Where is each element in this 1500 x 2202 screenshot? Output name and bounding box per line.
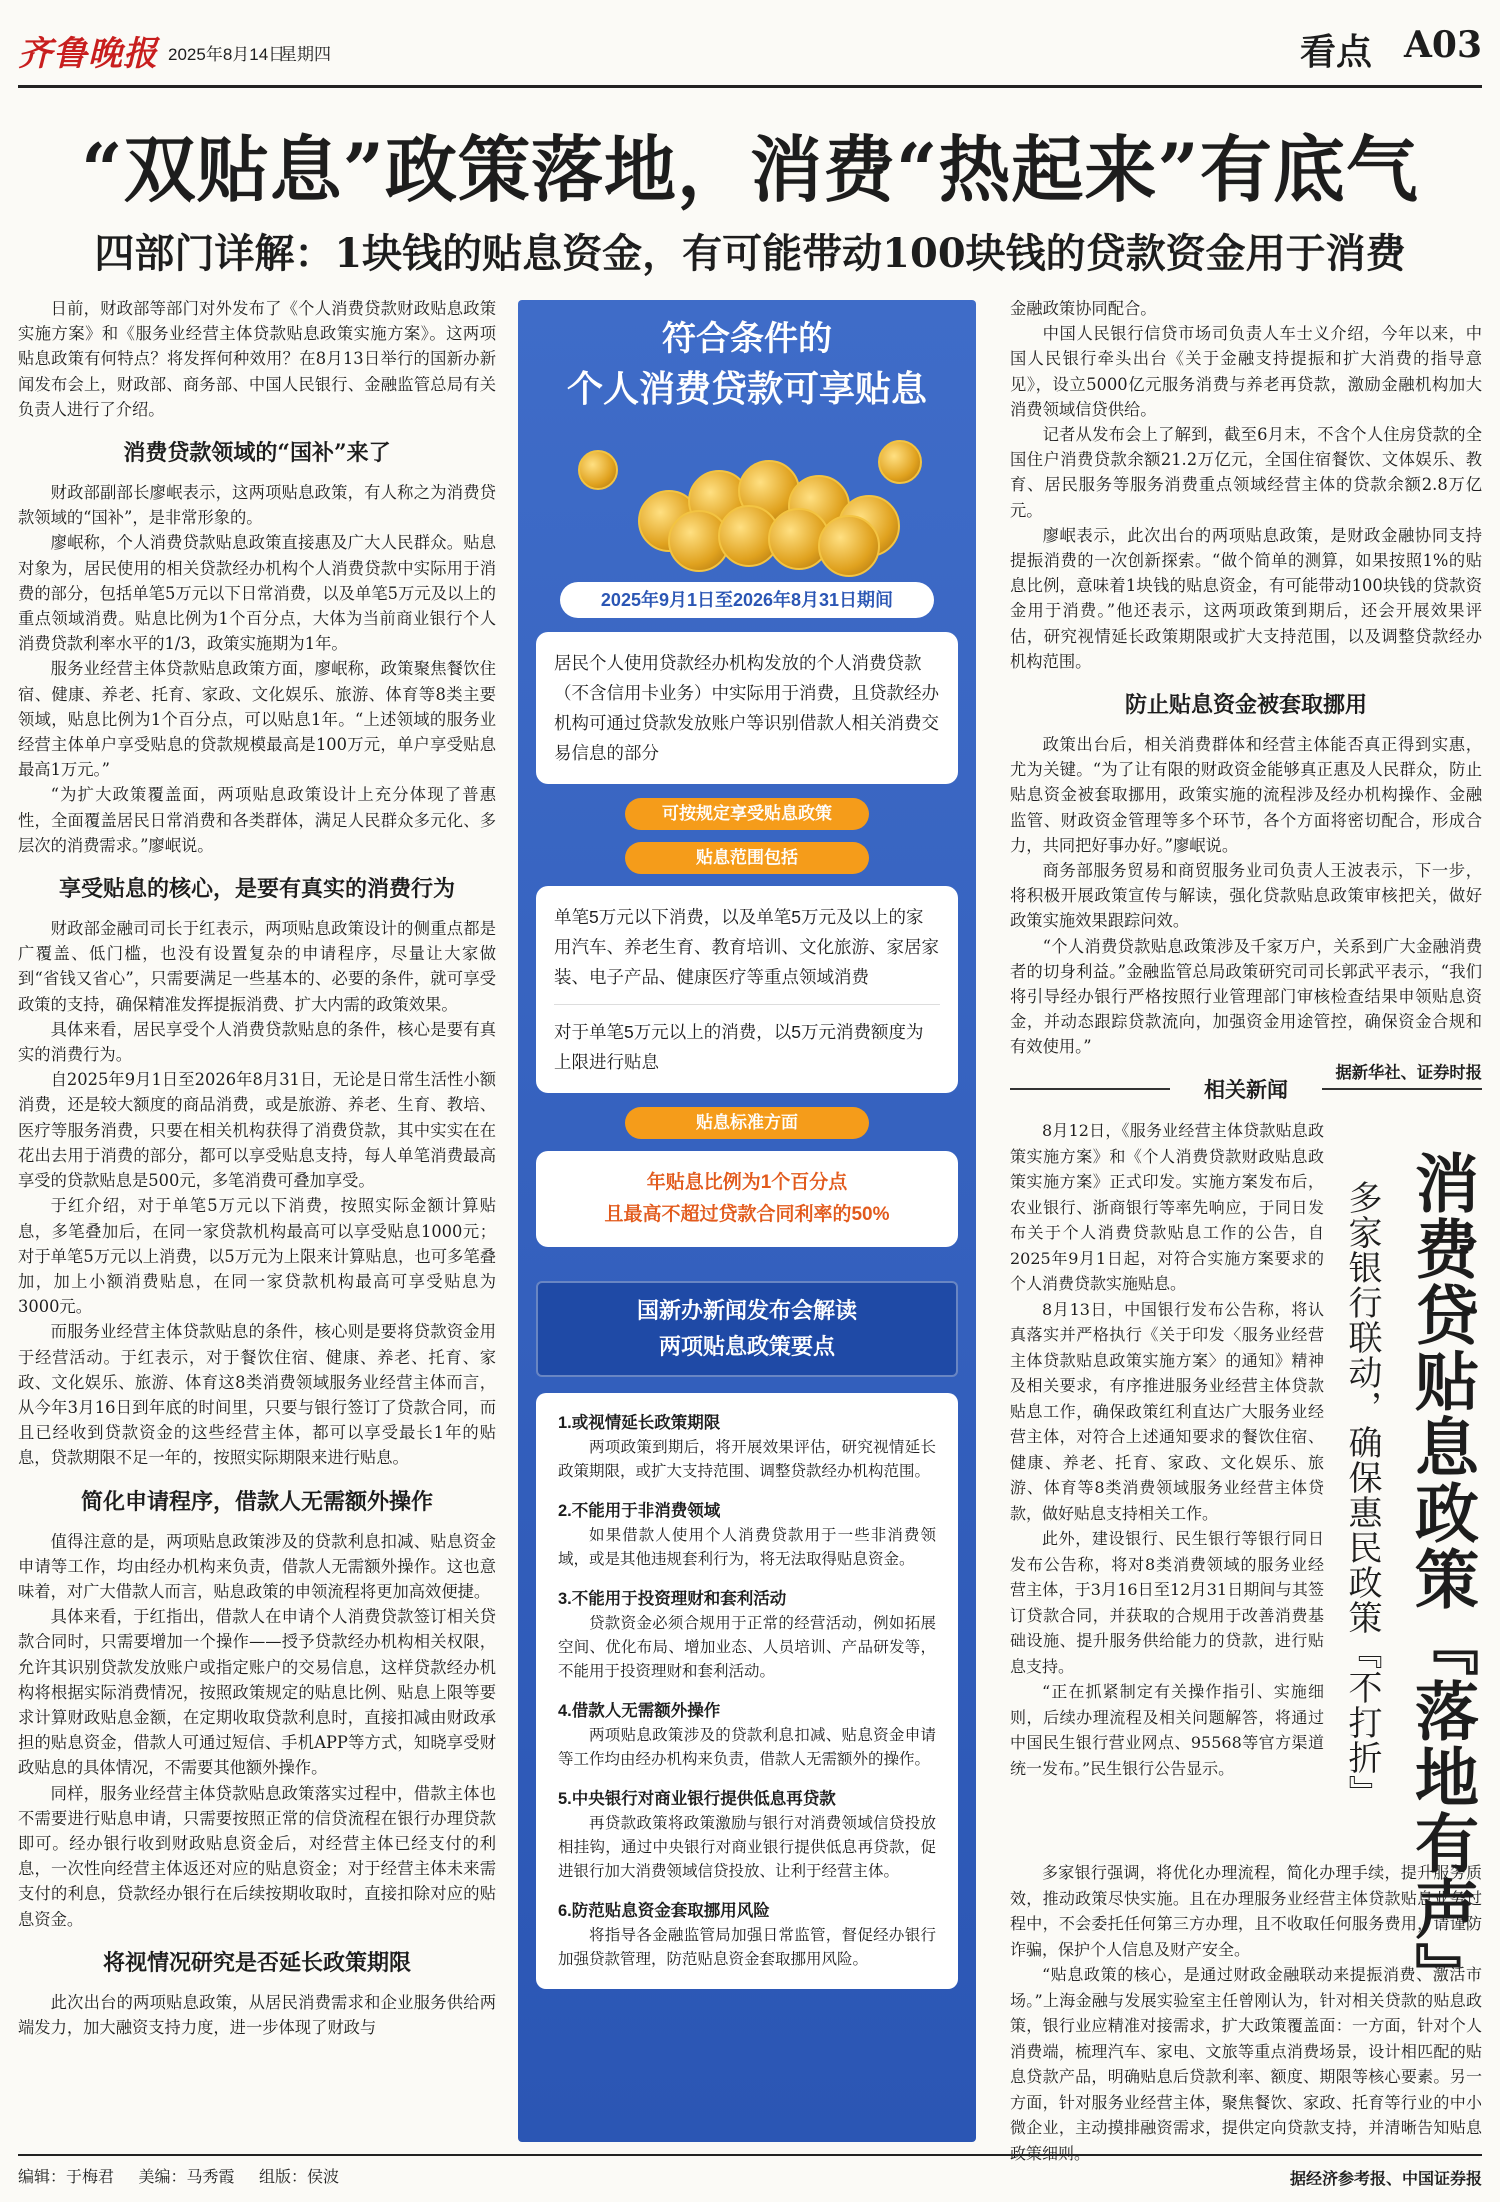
standard-tag: 贴息标准方面 bbox=[625, 1107, 869, 1139]
article-paragraph: 自2025年9月1日至2026年8月31日，无论是日常生活性小额消费，还是较大额度的商品消费，或是旅游、养老、生育、教培、医疗等服务消费，只要在相关机构获得了消费贷款，其中实实在在花出去用于消费的部分，都可以享受贴息支持，每人单笔消费最高享受的贷款贴息是500元，多笔消费可叠加享受。 bbox=[18, 1070, 496, 1191]
article-paragraph: “个人消费贷款贴息政策涉及千家万户，关系到广大金融消费者的切身利益。”金融监管总局政策研究司司长郭武平表示，“我们将引导经办银行严格按照行业管理部门审核检查结果申领贴息资金，并动态跟踪贷款流向，加强资金用途管控，确保资金合规和有效使用。” bbox=[1010, 936, 1482, 1057]
point-text: 两项贴息政策涉及的贷款利息扣减、贴息资金申请等工作均由经办机构来负责，借款人无需额外的操作。 bbox=[558, 1726, 936, 1768]
eligibility-text: 居民个人使用贷款经办机构发放的个人消费贷款（不含信用卡业务）中实际用于消费，且贷款经办机构可通过贷款发放账户等识别借款人相关消费交易信息的部分 bbox=[554, 653, 939, 763]
article-paragraph: 而服务业经营主体贷款贴息的条件，核心则是要将贷款资金用于经营活动。于红表示，对于餐饮住宿、健康、养老、托育、家政、文化娱乐、旅游、体育这8类消费领域服务业经营主体而言，从今年3月16日到年底的时间里，只要与银行签订了贷款合同，而且已经收到贷款资金的这些经营主体，都可以享受最长1年的贴息，贷款期限不足一年的，按照实际期限来进行贴息。 bbox=[18, 1322, 496, 1468]
section-name: 看点 bbox=[1299, 31, 1372, 73]
article-paragraph: 日前，财政部等部门对外发布了《个人消费贷款财政贴息政策实施方案》和《服务业经营主体贷款贴息政策实施方案》。这两项贴息政策有何特点？将发挥何种效用？在8月13日举行的国新办新闻发布会上，财政部、商务部、中国人民银行、金融监管总局有关负责人进行了介绍。 bbox=[18, 299, 496, 419]
standard-rate: 年贴息比例为1个百分点 bbox=[646, 1172, 848, 1193]
point-heading: 3.不能用于投资理财和套利活动 bbox=[558, 1590, 787, 1608]
article-paragraph: 财政部副部长廖岷表示，这两项贴息政策，有人称之为消费贷款领域的“国补”，是非常形象的。 bbox=[18, 483, 496, 528]
article-paragraph: 商务部服务贸易和商贸服务业司负责人王波表示，下一步，将积极开展政策宣传与解读，强化贷款贴息政策审核把关，做好政策实施效果跟踪问效。 bbox=[1010, 861, 1482, 931]
infographic bbox=[518, 300, 976, 2142]
scope-text: 单笔5万元以下消费，以及单笔5万元及以上的家用汽车、养老生育、教育培训、文化旅游、家居家装、电子产品、健康医疗等重点领域消费 bbox=[554, 907, 939, 987]
point-heading: 4.借款人无需额外操作 bbox=[558, 1702, 721, 1720]
article-paragraph: 政策出台后，相关消费群体和经营主体能否真正得到实惠，尤为关键。“为了让有限的财政资金能够真正惠及人民群众，防止贴息资金被套取挪用，政策实施的流程涉及经办机构操作、金融监管、财政资金管理等多个环节，各个方面将密切配合，形成合力，共同把好事办好。”廖岷说。 bbox=[1010, 735, 1482, 855]
related-article-column-wide bbox=[1010, 1860, 1482, 2192]
article-paragraph: 中国人民银行信贷市场司负责人车士义介绍，今年以来，中国人民银行牵头出台《关于金融支持提振和扩大消费的指导意见》，设立5000亿元服务消费与养老再贷款，激励金融机构加大消费领域信贷供给。 bbox=[1010, 324, 1482, 419]
article-source: 据经济参考报、中国证券报 bbox=[1289, 2169, 1482, 2188]
section-heading: 享受贴息的核心，是要有真实的消费行为 bbox=[58, 876, 455, 903]
headline: “双贴息”政策落地，消费“热起来”有底气 bbox=[81, 127, 1419, 212]
article-paragraph: 服务业经营主体贷款贴息政策方面，廖岷称，政策聚焦餐饮住宿、健康、养老、托育、家政、文化娱乐、旅游、体育等8类主要领域，贴息比例为1个百分点，可以贴息1年。“上述领域的服务业经营主体单户享受贴息的贷款规模最高是100万元，单户享受贴息最高1万元。” bbox=[18, 659, 496, 780]
article-column-right bbox=[1010, 296, 1482, 1085]
infographic-title-line2: 个人消费贷款可享贴息 bbox=[566, 368, 927, 409]
section-heading: 消费贷款领域的“国补”来了 bbox=[123, 440, 391, 467]
article-paragraph: 廖岷称，个人消费贷款贴息政策直接惠及广大人民群众。贴息对象为，居民使用的相关贷款经办机构个人消费贷款中实际用于消费的部分，包括单笔5万元以下日常消费，以及单笔5万元及以上的重点领域消费。贴息比例为1个百分点，大体为当前商业银行个人消费贷款利率水平的1/3，政策实施期为1年。 bbox=[18, 533, 496, 654]
section-heading: 简化申请程序，借款人无需额外操作 bbox=[80, 1488, 433, 1515]
article-column-left bbox=[18, 296, 496, 2040]
eligibility-card bbox=[536, 632, 958, 784]
press-conference-title-line2: 两项贴息政策要点 bbox=[658, 1334, 835, 1359]
subheadline: 四部门详解：1块钱的贴息资金，有可能带动100块钱的贷款资金用于消费 bbox=[94, 230, 1406, 277]
related-article-column bbox=[1010, 1118, 1324, 1781]
gold-coins-icon bbox=[518, 420, 976, 570]
editor-credit: 编辑：于梅君 bbox=[18, 2169, 115, 2186]
related-headline: 消费贷贴息政策『落地有声』 bbox=[1404, 1150, 1479, 2008]
page-number: A03 bbox=[1403, 24, 1482, 66]
point-text: 如果借款人使用个人消费贷款用于一些非消费领域，或是其他违规套利行为，将无法取得贴息资金。 bbox=[558, 1526, 936, 1568]
article-paragraph: “贴息政策的核心，是通过财政金融联动来提振消费、激活市场。”上海金融与发展实验室主任曾刚认为，针对相关贷款的贴息政策，银行业应精准对接需求，扩大政策覆盖面：一方面，针对个人消费端，梳理汽车、家电、文旅等重点消费场景，设计相匹配的贴息贷款产品，明确贴息后贷款利率、额度、期限等核心要素。另一方面，针对服务业经营主体，聚焦餐饮、家政、托育等行业的中小微企业，主动摸排融资需求，提供定向贷款支持，并清晰告知贴息政策细则。 bbox=[1010, 1965, 1482, 2163]
section-heading: 防止贴息资金被套取挪用 bbox=[1124, 692, 1367, 719]
article-paragraph: “正在抓紧制定有关操作指引、实施细则，后续办理流程及相关问题解答，将通过中国民生银行营业网点、95568等官方渠道统一发布。”民生银行公告显示。 bbox=[1010, 1682, 1324, 1778]
point-text: 两项政策到期后，将开展效果评估，研究视情延长政策期限，或扩大支持范围、调整贷款经办机构范围。 bbox=[558, 1438, 936, 1480]
article-paragraph: “为扩大政策覆盖面，两项贴息政策设计上充分体现了普惠性，全面覆盖居民日常消费和各类群体，满足人民群众多元化、多层次的消费需求。”廖岷说。 bbox=[18, 785, 496, 855]
standard-cap: 且最高不超过贷款合同利率的50% bbox=[604, 1204, 890, 1225]
press-conference-title bbox=[536, 1281, 958, 1377]
policy-tag: 可按规定享受贴息政策 bbox=[625, 798, 869, 830]
policy-points bbox=[536, 1393, 958, 1989]
scope-card bbox=[536, 886, 958, 1093]
article-paragraph: 此次出台的两项贴息政策，从居民消费需求和企业服务供给两端发力，加大融资支持力度，进一步体现了财政与 bbox=[18, 1992, 496, 2037]
article-paragraph: 财政部金融司司长于红表示，两项贴息政策设计的侧重点都是广覆盖、低门槛，也没有设置复杂的申请程序，尽量让大家做到“省钱又省心”，只需要满足一些基本的、必要的条件，就可享受政策的支持，确保精准发挥提振消费、扩大内需的政策效果。 bbox=[18, 919, 496, 1014]
article-paragraph: 于红介绍，对于单笔5万元以下消费，按照实际金额计算贴息，多笔叠加后，在同一家贷款机构最高可以享受贴息1000元；对于单笔5万元以上消费，以5万元为上限来计算贴息，也可多笔叠加，加上小额消费贴息，在同一家贷款机构最高可享受贴息为3000元。 bbox=[18, 1196, 496, 1317]
article-paragraph: 值得注意的是，两项贴息政策涉及的贷款利息扣减、贴息资金申请等工作，均由经办机构来负责，借款人无需额外操作。这也意味着，对广大借款人而言，贴息政策的申领流程将更加高效便捷。 bbox=[18, 1531, 496, 1601]
divider bbox=[554, 1004, 940, 1005]
article-paragraph: 廖岷表示，此次出台的两项贴息政策，是财政金融协同支持提振消费的一次创新探索。“做个简单的测算，如果按照1%的贴息比例，意味着1块钱的贴息资金，有可能带动100块钱的贷款资金用于消费。”他还表示，这两项政策到期后，还会开展效果评估，研究视情延长政策期限或扩大支持范围，以及调整贷款经办机构范围。 bbox=[1010, 525, 1482, 671]
newspaper-logo: 齐鲁晚报 bbox=[18, 34, 158, 74]
layout-credit: 组版：侯波 bbox=[258, 2169, 339, 2186]
article-paragraph: 8月13日，中国银行发布公告称，将认真落实并严格执行《关于印发〈服务业经营主体贷款贴息政策实施方案〉的通知》精神及相关要求，有序推进服务业经营主体贷款贴息工作，确保政策红利直达广大服务业经营主体，对符合上述通知要求的餐饮住宿、健康、养老、托育、家政、文化娱乐、旅游、体育等8类消费领域服务业经营主体贷款，做好贴息支持相关工作。 bbox=[1010, 1299, 1324, 1523]
article-paragraph: 具体来看，于红指出，借款人在申请个人消费贷款签订相关贷款合同时，只需要增加一个操作——授予贷款经办机构相关权限，允许其识别贷款发放账户或指定账户的交易信息，这样贷款经办机构将根据实际消费情况，按照政策规定的贴息比例、贴息上限等要求计算财政贴息金额，在定期收取贷款利息时，直接扣减由财政承担的贴息资金，借款人可通过短信、手机APP等方式，知晓享受财政贴息的具体情况，不需要其他额外操作。 bbox=[18, 1607, 496, 1778]
standard-card bbox=[536, 1151, 958, 1247]
masthead bbox=[18, 18, 1482, 88]
section-heading: 将视情况研究是否延长政策期限 bbox=[102, 1949, 411, 1976]
press-conference-title-line1: 国新办新闻发布会解读 bbox=[636, 1298, 857, 1323]
issue-weekday: 星期四 bbox=[280, 45, 331, 64]
article-paragraph: 记者从发布会上了解到，截至6月末，不含个人住房贷款的全国住户消费贷款余额21.2万亿元，全国住宿餐饮、文体娱乐、教育、居民服务等服务消费重点领域经营主体的贷款余额2.8万亿元。 bbox=[1010, 425, 1482, 520]
point-text: 再贷款政策将政策激励与银行对消费领域信贷投放相挂钩，通过中央银行对商业银行提供低息再贷款，促进银行加大消费领域信贷投放、让利于经营主体。 bbox=[558, 1814, 936, 1880]
point-heading: 6.防范贴息资金套取挪用风险 bbox=[558, 1902, 770, 1920]
period-badge: 2025年9月1日至2026年8月31日期间 bbox=[560, 582, 934, 618]
infographic-title-line1: 符合条件的 bbox=[662, 320, 832, 358]
article-paragraph: 多家银行强调，将优化办理流程，简化办理手续，提升服务质效，推动政策尽快实施。且在办理服务业经营主体贷款贴息业务过程中，不会委托任何第三方办理，且不收取任何服务费用，请谨防诈骗，保护个人信息及财产安全。 bbox=[1010, 1863, 1482, 1959]
article-source: 据新华社、证券时报 bbox=[1335, 1062, 1482, 1082]
scope-tag: 贴息范围包括 bbox=[625, 842, 869, 874]
related-subheadline: 多家银行联动，确保惠民政策『不打折』 bbox=[1342, 1180, 1382, 1810]
article-paragraph: 金融政策协同配合。 bbox=[1010, 299, 1157, 318]
scope-limit-text: 对于单笔5万元以上的消费，以5万元消费额度为上限进行贴息 bbox=[554, 1022, 924, 1072]
related-news-label: 相关新闻 bbox=[1204, 1077, 1288, 1102]
point-heading: 5.中央银行对商业银行提供低息再贷款 bbox=[558, 1790, 836, 1808]
point-text: 将指导各金融监管局加强日常监管，督促经办银行加强贷款管理，防范贴息资金套取挪用风险。 bbox=[558, 1926, 936, 1968]
point-heading: 2.不能用于非消费领域 bbox=[558, 1502, 721, 1520]
article-paragraph: 同样，服务业经营主体贷款贴息政策落实过程中，借款主体也不需要进行贴息申请，只需要按照正常的信贷流程在银行办理贷款即可。经办银行收到财政贴息资金后，对经营主体已经支付的利息，一次性向经营主体返还对应的贴息资金；对于经营主体未来需支付的利息，贷款经办银行在后续按期收取时，直接扣除对应的贴息资金。 bbox=[18, 1783, 496, 1929]
issue-date: 2025年8月14日 bbox=[168, 45, 286, 64]
article-paragraph: 具体来看，居民享受个人消费贷款贴息的条件，核心是要有真实的消费行为。 bbox=[18, 1019, 496, 1065]
related-news-header bbox=[1010, 1074, 1482, 1104]
article-paragraph: 此外，建设银行、民生银行等银行同日发布公告称，将对8类消费领域的服务业经营主体，于3月16日至12月31日期间与其签订贷款合同，并获取的合规用于改善消费基础设施、提升服务供给能力的贷款，进行贴息支持。 bbox=[1010, 1529, 1324, 1676]
page-footer bbox=[18, 2154, 1482, 2187]
divider bbox=[1322, 1088, 1482, 1090]
designer-credit: 美编：马秀霞 bbox=[138, 2169, 235, 2186]
point-heading: 1.或视情延长政策期限 bbox=[558, 1414, 721, 1432]
article-paragraph: 8月12日，《服务业经营主体贷款贴息政策实施方案》和《个人消费贷款财政贴息政策实施方案》正式印发。实施方案发布后，农业银行、浙商银行等率先响应，于同日发布关于个人消费贷款贴息工作的公告，自2025年9月1日起，对符合实施方案要求的个人消费贷款实施贴息。 bbox=[1010, 1121, 1324, 1293]
point-text: 贷款资金必须合规用于正常的经营活动，例如拓展空间、优化布局、增加业态、人员培训、产品研发等，不能用于投资理财和套利活动。 bbox=[558, 1614, 936, 1680]
infographic-title bbox=[518, 314, 976, 414]
